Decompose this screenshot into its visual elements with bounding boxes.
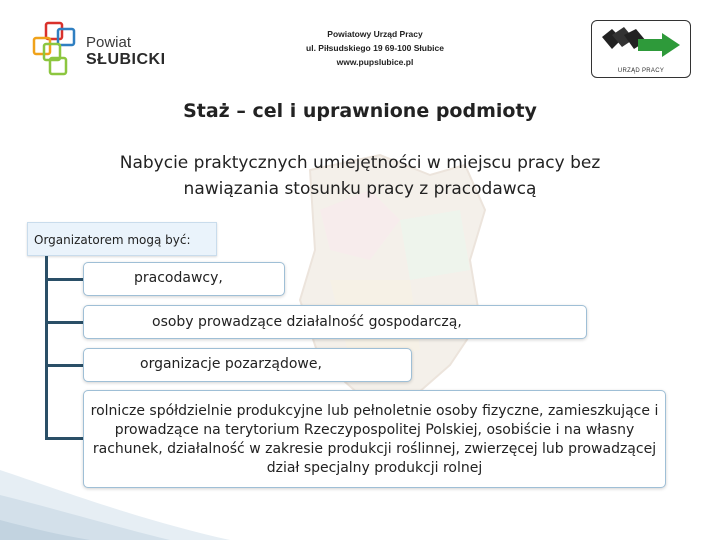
office-web: www.pupslubice.pl (336, 57, 414, 67)
logo-text-slubicki: SŁUBICKI (86, 51, 166, 68)
branch-connector-4 (45, 437, 83, 440)
urzad-pracy-logo (591, 20, 691, 78)
powiat-slubicki-logo (28, 20, 173, 80)
logo-squares-icon (28, 20, 78, 80)
org-root-node: Organizatorem mogą być: (27, 222, 217, 256)
vertical-connector (45, 256, 48, 440)
org-node-organizacje: organizacje pozarządowe, (83, 348, 412, 382)
slide-title: Staż – cel i uprawnione podmioty (183, 100, 537, 122)
office-info (260, 27, 490, 69)
org-node-pracodawcy: pracodawcy, (83, 262, 285, 296)
branch-connector-1 (45, 278, 83, 281)
urzad-pracy-label: URZĄD PRACY (617, 68, 665, 74)
org-node-rolnicze: rolnicze spółdzielnie produkcyjne lub pełnoletnie osoby fizyczne, zamieszkujące i prowadzące na terytorium Rzeczypospolitej Polskiej, osobiście i na własny rachunek, działalność w zakresie produkcji roślinnej, zwierzęcej lub prowadzącej dział specjalny produkcji rolnej (83, 390, 666, 488)
org-node-dzialalnosc: osoby prowadzące działalność gospodarczą, (83, 305, 587, 339)
slide-subtitle: Nabycie praktycznych umiejętności w miejscu pracy bez nawiązania stosunku pracy z pracodawcą (119, 153, 601, 199)
office-address: ul. Piłsudskiego 19 69-100 Słubice (306, 43, 444, 53)
logo-text-powiat: Powiat (86, 34, 132, 51)
branch-connector-3 (45, 364, 83, 367)
arrow-logo-icon (592, 23, 690, 67)
corner-decoration (0, 450, 230, 540)
branch-connector-2 (45, 321, 83, 324)
office-name: Powiatowy Urząd Pracy (327, 29, 423, 39)
